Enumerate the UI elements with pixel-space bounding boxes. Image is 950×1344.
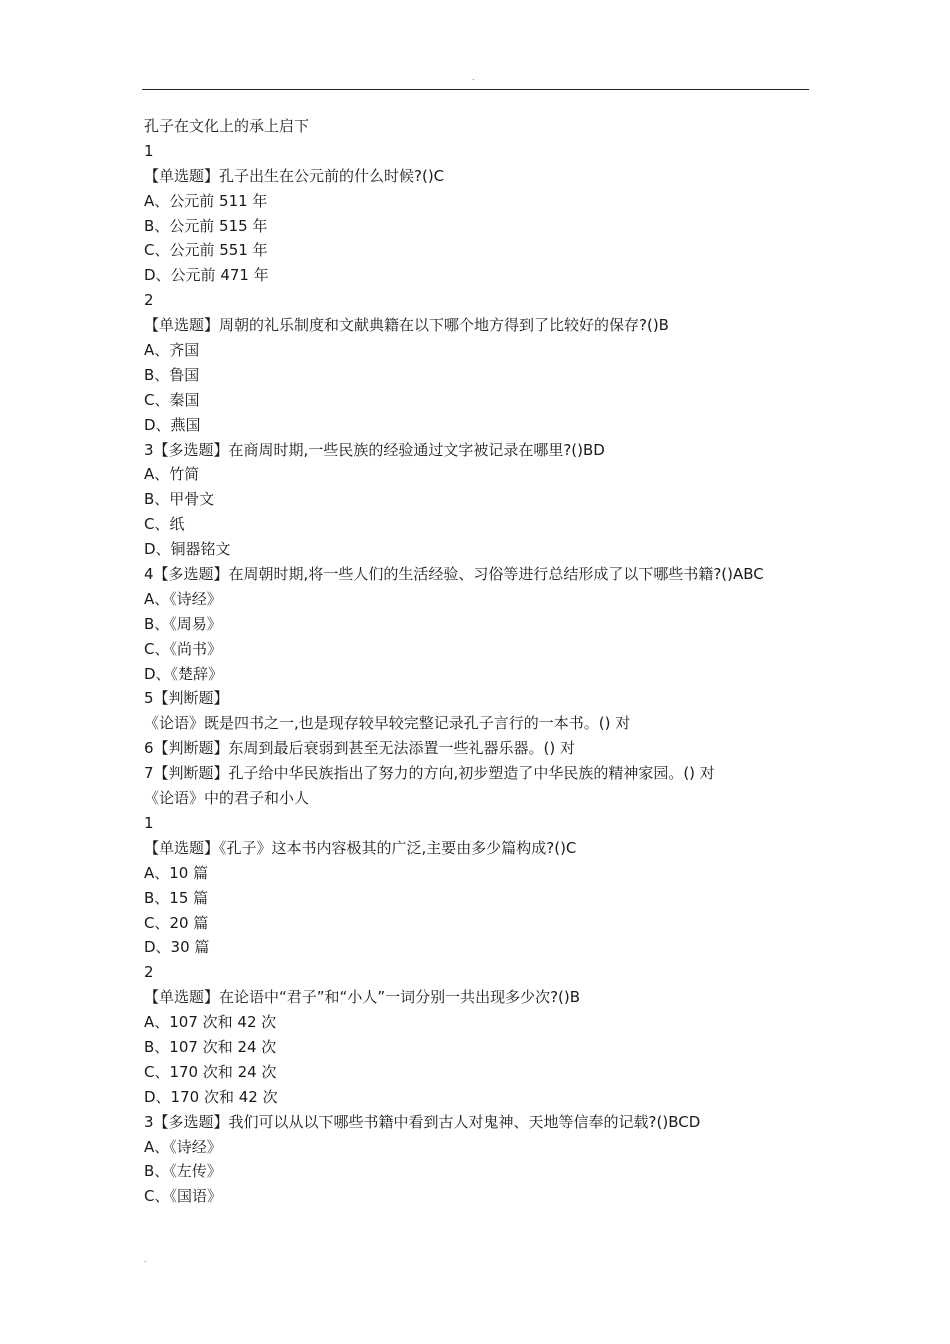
header-rule [142, 89, 809, 90]
text-line: D、《楚辞》 [144, 664, 224, 683]
text-line: A、107 次和 42 次 [144, 1013, 277, 1032]
text-line: D、燕国 [144, 415, 201, 434]
text-line: C、纸 [144, 515, 185, 534]
text-line: C、《国语》 [144, 1187, 222, 1206]
text-line: 1 [144, 813, 154, 832]
text-line: A、竹简 [144, 465, 200, 484]
text-line: C、170 次和 24 次 [144, 1062, 277, 1081]
text-line: A、10 篇 [144, 863, 209, 882]
header-mark: . [472, 73, 475, 82]
text-line: B、15 篇 [144, 888, 209, 907]
text-line: C、20 篇 [144, 913, 209, 932]
text-line: C、《尚书》 [144, 639, 222, 658]
text-line: 【单选题】在论语中“君子”和“小人”一词分别一共出现多少次?()B [144, 988, 581, 1007]
text-line: C、秦国 [144, 390, 200, 409]
text-line: 7【判断题】孔子给中华民族指出了努力的方向,初步塑造了中华民族的精神家园。() 对 [144, 764, 715, 783]
text-line: A、《诗经》 [144, 1137, 222, 1156]
text-line: B、《周易》 [144, 614, 222, 633]
text-line: D、公元前 471 年 [144, 266, 269, 285]
text-line: A、公元前 511 年 [144, 191, 268, 210]
footer-mark: . [144, 1255, 147, 1264]
text-line: 2 [144, 291, 154, 310]
text-line: 《论语》中的君子和小人 [144, 789, 310, 808]
text-line: 孔子在文化上的承上启下 [144, 117, 310, 135]
text-line: 1 [144, 141, 154, 160]
text-line: B、公元前 515 年 [144, 216, 268, 235]
text-line: 【单选题】周朝的礼乐制度和文献典籍在以下哪个地方得到了比较好的保存?()B [144, 316, 669, 335]
text-line: A、齐国 [144, 341, 200, 360]
text-line: 6【判断题】东周到最后衰弱到甚至无法添置一些礼器乐器。() 对 [144, 739, 576, 758]
text-line: B、107 次和 24 次 [144, 1037, 277, 1056]
text-line: 4【多选题】在周朝时期,将一些人们的生活经验、习俗等进行总结形成了以下哪些书籍?()ABC [144, 565, 764, 584]
text-line: 5【判断题】 [144, 689, 229, 708]
text-line: 【单选题】孔子出生在公元前的什么时候?()C [144, 166, 445, 185]
text-line: B、甲骨文 [144, 490, 215, 509]
text-line: 3【多选题】我们可以从以下哪些书籍中看到古人对鬼神、天地等信奉的记载?()BCD [144, 1112, 701, 1131]
text-line: D、铜器铭文 [144, 540, 231, 559]
text-line: D、30 篇 [144, 938, 210, 957]
text-line: B、鲁国 [144, 365, 200, 384]
text-line: 2 [144, 963, 154, 982]
text-line: 【单选题】《孔子》这本书内容极其的广泛,主要由多少篇构成?()C [144, 838, 577, 857]
text-line: D、170 次和 42 次 [144, 1087, 278, 1106]
text-line: 3【多选题】在商周时期,一些民族的经验通过文字被记录在哪里?()BD [144, 440, 605, 459]
text-line: C、公元前 551 年 [144, 241, 268, 260]
text-line: B、《左传》 [144, 1162, 222, 1181]
text-line: A、《诗经》 [144, 589, 222, 608]
text-line: 《论语》既是四书之一,也是现存较早较完整记录孔子言行的一本书。() 对 [144, 714, 631, 733]
document-body [144, 114, 824, 1209]
